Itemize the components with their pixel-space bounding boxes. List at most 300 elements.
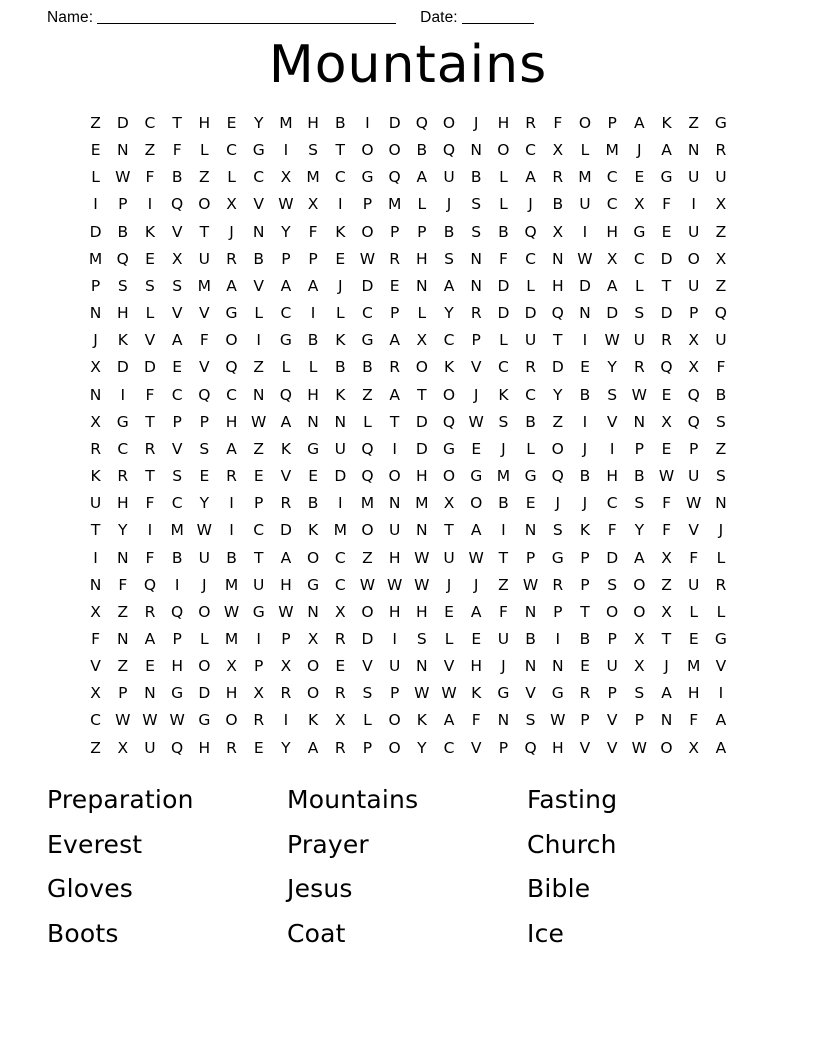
grid-cell[interactable]: X <box>307 195 319 214</box>
grid-cell[interactable]: O <box>361 521 374 540</box>
grid-cell[interactable]: X <box>661 548 672 567</box>
grid-cell[interactable]: O <box>198 657 211 676</box>
grid-cell[interactable]: W <box>359 575 376 594</box>
grid-cell[interactable]: G <box>714 629 727 648</box>
grid-cell[interactable]: N <box>470 249 483 268</box>
grid-cell[interactable]: C <box>253 521 265 540</box>
grid-cell[interactable]: C <box>633 249 645 268</box>
grid-cell[interactable]: S <box>199 439 210 458</box>
grid-cell[interactable]: D <box>361 276 374 295</box>
grid-cell[interactable]: N <box>307 412 319 431</box>
grid-cell[interactable]: X <box>634 195 645 214</box>
grid-cell[interactable]: Z <box>199 168 210 187</box>
grid-cell[interactable]: L <box>716 548 726 567</box>
grid-cell[interactable]: P <box>118 684 128 703</box>
grid-cell[interactable]: Z <box>253 439 265 458</box>
grid-cell[interactable]: Z <box>552 412 564 431</box>
grid-cell[interactable]: L <box>363 711 372 730</box>
grid-cell[interactable]: D <box>116 114 129 132</box>
grid-cell[interactable]: A <box>226 276 237 295</box>
grid-cell[interactable]: W <box>115 168 131 187</box>
grid-cell[interactable]: Z <box>90 114 101 132</box>
grid-cell[interactable]: S <box>607 385 618 404</box>
grid-cell[interactable]: D <box>497 276 510 295</box>
grid-cell[interactable]: F <box>689 711 699 730</box>
grid-cell[interactable]: F <box>662 494 671 513</box>
grid-cell[interactable]: D <box>415 439 428 458</box>
grid-cell[interactable]: N <box>89 575 102 594</box>
grid-cell[interactable]: Y <box>118 521 128 540</box>
grid-cell[interactable]: O <box>388 141 401 160</box>
grid-cell[interactable]: Q <box>143 575 157 594</box>
grid-cell[interactable]: N <box>144 684 156 703</box>
grid-cell[interactable]: N <box>416 657 428 676</box>
grid-cell[interactable]: S <box>498 412 509 431</box>
grid-cell[interactable]: H <box>497 114 510 132</box>
grid-cell[interactable]: L <box>145 304 155 323</box>
grid-cell[interactable]: M <box>224 575 239 594</box>
grid-cell[interactable]: G <box>198 711 211 730</box>
grid-cell[interactable]: T <box>661 629 672 648</box>
grid-cell[interactable]: P <box>580 711 590 730</box>
grid-cell[interactable]: S <box>308 141 319 160</box>
grid-cell[interactable]: A <box>525 168 536 187</box>
grid-cell[interactable]: Q <box>171 738 184 757</box>
grid-cell[interactable]: L <box>635 276 644 295</box>
grid-cell[interactable]: W <box>169 711 185 730</box>
grid-cell[interactable]: C <box>171 494 183 513</box>
grid-cell[interactable]: X <box>443 494 455 513</box>
grid-cell[interactable]: B <box>362 358 373 377</box>
grid-cell[interactable]: C <box>334 168 346 187</box>
grid-cell[interactable]: V <box>525 684 536 703</box>
grid-cell[interactable]: N <box>579 304 591 323</box>
grid-cell[interactable]: H <box>687 684 700 703</box>
grid-cell[interactable]: B <box>117 222 129 241</box>
grid-cell[interactable]: I <box>93 195 98 214</box>
grid-cell[interactable]: W <box>631 385 647 404</box>
grid-cell[interactable]: M <box>605 141 619 160</box>
grid-cell[interactable]: I <box>93 548 98 567</box>
grid-cell[interactable]: N <box>524 521 537 540</box>
grid-cell[interactable]: L <box>200 629 209 648</box>
grid-cell[interactable]: R <box>389 358 401 377</box>
grid-cell[interactable]: S <box>471 195 482 214</box>
grid-cell[interactable]: L <box>716 602 726 621</box>
grid-cell[interactable]: E <box>335 249 346 268</box>
grid-cell[interactable]: N <box>551 657 564 676</box>
grid-cell[interactable]: X <box>552 222 564 241</box>
grid-cell[interactable]: V <box>199 358 210 377</box>
grid-cell[interactable]: T <box>253 548 264 567</box>
grid-cell[interactable]: P <box>389 684 400 703</box>
grid-cell[interactable]: O <box>225 711 238 730</box>
grid-cell[interactable]: I <box>691 195 696 214</box>
grid-cell[interactable]: H <box>606 467 618 486</box>
grid-cell[interactable]: O <box>361 222 374 241</box>
grid-cell[interactable]: Z <box>90 738 101 757</box>
grid-cell[interactable]: L <box>335 304 345 323</box>
grid-cell[interactable]: O <box>306 657 320 676</box>
grid-cell[interactable]: Z <box>144 141 156 160</box>
grid-cell[interactable]: O <box>225 331 238 350</box>
grid-cell[interactable]: G <box>225 304 238 323</box>
grid-cell[interactable]: R <box>280 494 292 513</box>
grid-cell[interactable]: L <box>689 602 699 621</box>
grid-cell[interactable]: Z <box>362 385 373 404</box>
grid-cell[interactable]: F <box>91 629 101 648</box>
grid-cell[interactable]: P <box>580 548 590 567</box>
grid-cell[interactable]: V <box>606 412 618 431</box>
grid-cell[interactable]: X <box>688 358 700 377</box>
grid-cell[interactable]: P <box>118 195 128 214</box>
grid-cell[interactable]: E <box>525 494 536 513</box>
grid-cell[interactable]: N <box>524 657 537 676</box>
grid-cell[interactable]: M <box>578 168 592 187</box>
grid-cell[interactable]: V <box>606 711 618 730</box>
grid-cell[interactable]: N <box>116 548 129 567</box>
grid-cell[interactable]: E <box>172 358 183 377</box>
grid-cell[interactable]: P <box>254 494 264 513</box>
grid-cell[interactable]: Q <box>524 738 537 757</box>
grid-cell[interactable]: O <box>388 467 401 486</box>
grid-cell[interactable]: V <box>144 331 156 350</box>
grid-cell[interactable]: B <box>498 222 509 241</box>
grid-cell[interactable]: D <box>388 114 401 132</box>
grid-cell[interactable]: C <box>497 358 509 377</box>
grid-cell[interactable]: E <box>226 114 237 132</box>
grid-cell[interactable]: I <box>582 222 588 241</box>
grid-cell[interactable]: V <box>199 304 210 323</box>
grid-cell[interactable]: X <box>90 602 101 621</box>
grid-cell[interactable]: J <box>501 657 506 676</box>
grid-cell[interactable]: E <box>661 385 672 404</box>
grid-cell[interactable]: Q <box>524 222 537 241</box>
grid-cell[interactable]: E <box>661 222 672 241</box>
grid-cell[interactable]: K <box>335 385 346 404</box>
grid-cell[interactable]: P <box>254 657 264 676</box>
grid-cell[interactable]: S <box>444 249 454 268</box>
grid-cell[interactable]: U <box>688 168 700 187</box>
grid-cell[interactable]: F <box>308 222 318 241</box>
grid-cell[interactable]: Q <box>225 358 238 377</box>
grid-cell[interactable]: C <box>90 711 101 730</box>
grid-cell[interactable]: I <box>256 331 261 350</box>
grid-cell[interactable]: F <box>607 521 617 540</box>
grid-cell[interactable]: J <box>473 575 479 594</box>
grid-cell[interactable]: Y <box>281 738 291 757</box>
grid-cell[interactable]: F <box>498 602 508 621</box>
grid-cell[interactable]: W <box>658 467 675 486</box>
grid-cell[interactable]: X <box>634 629 645 648</box>
grid-cell[interactable]: P <box>362 738 373 757</box>
grid-cell[interactable]: H <box>116 304 129 323</box>
grid-cell[interactable]: S <box>552 521 563 540</box>
grid-cell[interactable]: X <box>90 358 101 377</box>
grid-cell[interactable]: U <box>579 195 591 214</box>
grid-cell[interactable]: R <box>334 629 346 648</box>
grid-cell[interactable]: O <box>442 467 456 486</box>
date-write-line[interactable] <box>462 23 534 24</box>
grid-cell[interactable]: C <box>171 385 183 404</box>
grid-cell[interactable]: E <box>444 602 454 621</box>
grid-cell[interactable]: F <box>145 168 155 187</box>
grid-cell[interactable]: Z <box>117 657 129 676</box>
grid-cell[interactable]: K <box>117 331 128 350</box>
grid-cell[interactable]: G <box>660 168 673 187</box>
grid-cell[interactable]: Q <box>279 385 292 404</box>
grid-cell[interactable]: H <box>307 385 319 404</box>
grid-cell[interactable]: X <box>90 412 101 431</box>
grid-cell[interactable]: X <box>90 684 101 703</box>
grid-cell[interactable]: X <box>117 738 129 757</box>
grid-cell[interactable]: G <box>361 331 374 350</box>
grid-cell[interactable]: J <box>446 195 452 214</box>
grid-cell[interactable]: I <box>582 331 588 350</box>
grid-cell[interactable]: A <box>715 738 727 757</box>
grid-cell[interactable]: I <box>310 304 316 323</box>
grid-cell[interactable]: U <box>688 467 700 486</box>
grid-cell[interactable]: C <box>606 195 618 214</box>
grid-cell[interactable]: J <box>501 439 506 458</box>
grid-cell[interactable]: L <box>499 331 508 350</box>
grid-cell[interactable]: C <box>226 385 237 404</box>
grid-cell[interactable]: H <box>470 657 483 676</box>
grid-cell[interactable]: K <box>308 521 319 540</box>
grid-cell[interactable]: Q <box>361 439 374 458</box>
grid-cell[interactable]: H <box>225 684 238 703</box>
grid-cell[interactable]: F <box>689 548 699 567</box>
grid-cell[interactable]: T <box>444 521 454 540</box>
grid-cell[interactable]: R <box>117 467 129 486</box>
grid-cell[interactable]: U <box>524 331 537 350</box>
grid-cell[interactable]: T <box>199 222 210 241</box>
grid-cell[interactable]: M <box>88 249 103 268</box>
grid-cell[interactable]: O <box>198 602 211 621</box>
grid-cell[interactable]: Z <box>715 439 727 458</box>
grid-cell[interactable]: Z <box>661 575 672 594</box>
grid-cell[interactable]: L <box>444 629 454 648</box>
grid-cell[interactable]: M <box>415 494 429 513</box>
grid-cell[interactable]: F <box>145 494 155 513</box>
grid-cell[interactable]: S <box>145 276 155 295</box>
grid-cell[interactable]: J <box>637 141 642 160</box>
grid-cell[interactable]: U <box>253 575 265 594</box>
grid-cell[interactable]: X <box>416 331 428 350</box>
grid-cell[interactable]: B <box>307 331 319 350</box>
grid-cell[interactable]: D <box>551 358 564 377</box>
grid-cell[interactable]: R <box>552 168 564 187</box>
grid-cell[interactable]: C <box>525 141 536 160</box>
grid-cell[interactable]: V <box>171 439 183 458</box>
grid-cell[interactable]: J <box>473 114 479 132</box>
grid-cell[interactable]: J <box>202 575 207 594</box>
grid-cell[interactable]: B <box>171 548 183 567</box>
grid-cell[interactable]: E <box>688 629 699 648</box>
grid-cell[interactable]: V <box>715 657 727 676</box>
grid-cell[interactable]: O <box>578 114 592 132</box>
grid-cell[interactable]: O <box>687 249 700 268</box>
grid-cell[interactable]: H <box>225 412 238 431</box>
grid-cell[interactable]: B <box>334 358 346 377</box>
grid-cell[interactable]: F <box>199 331 209 350</box>
grid-cell[interactable]: K <box>335 222 346 241</box>
grid-cell[interactable]: B <box>552 195 564 214</box>
grid-cell[interactable]: R <box>715 141 727 160</box>
grid-cell[interactable]: P <box>498 738 509 757</box>
grid-cell[interactable]: D <box>361 629 374 648</box>
grid-cell[interactable]: F <box>498 249 508 268</box>
grid-cell[interactable]: G <box>171 684 184 703</box>
grid-cell[interactable]: O <box>306 684 320 703</box>
grid-cell[interactable]: U <box>443 548 455 567</box>
grid-cell[interactable]: I <box>147 195 153 214</box>
grid-cell[interactable]: Q <box>388 168 401 187</box>
grid-cell[interactable]: Y <box>553 385 563 404</box>
grid-cell[interactable]: D <box>116 358 129 377</box>
grid-cell[interactable]: S <box>471 222 482 241</box>
grid-cell[interactable]: L <box>526 439 535 458</box>
grid-cell[interactable]: N <box>89 304 102 323</box>
grid-cell[interactable]: A <box>389 331 400 350</box>
grid-cell[interactable]: R <box>552 575 564 594</box>
grid-cell[interactable]: R <box>633 358 645 377</box>
grid-cell[interactable]: U <box>497 629 510 648</box>
grid-cell[interactable]: A <box>634 548 645 567</box>
grid-cell[interactable]: S <box>634 304 645 323</box>
grid-cell[interactable]: W <box>604 331 620 350</box>
grid-cell[interactable]: P <box>553 602 563 621</box>
grid-cell[interactable]: M <box>360 494 375 513</box>
grid-cell[interactable]: Y <box>444 304 454 323</box>
name-write-line[interactable] <box>97 23 396 24</box>
grid-cell[interactable]: B <box>498 494 509 513</box>
grid-cell[interactable]: Q <box>687 412 700 431</box>
grid-cell[interactable]: G <box>116 412 129 431</box>
grid-cell[interactable]: C <box>280 304 292 323</box>
grid-cell[interactable]: B <box>307 494 319 513</box>
grid-cell[interactable]: V <box>443 657 455 676</box>
grid-cell[interactable]: W <box>631 738 647 757</box>
grid-cell[interactable]: A <box>443 276 455 295</box>
grid-cell[interactable]: O <box>633 575 646 594</box>
grid-cell[interactable]: W <box>468 412 484 431</box>
grid-cell[interactable]: U <box>443 168 455 187</box>
grid-cell[interactable]: N <box>524 602 537 621</box>
grid-cell[interactable]: N <box>470 276 483 295</box>
grid-cell[interactable]: Y <box>281 222 291 241</box>
grid-cell[interactable]: H <box>416 467 428 486</box>
grid-cell[interactable]: I <box>501 521 506 540</box>
grid-cell[interactable]: B <box>443 222 455 241</box>
grid-cell[interactable]: D <box>279 521 292 540</box>
grid-cell[interactable]: N <box>89 385 102 404</box>
grid-cell[interactable]: X <box>226 195 237 214</box>
grid-cell[interactable]: J <box>337 276 343 295</box>
grid-cell[interactable]: G <box>551 548 564 567</box>
grid-cell[interactable]: V <box>280 467 292 486</box>
grid-cell[interactable]: P <box>689 439 699 458</box>
grid-cell[interactable]: V <box>606 738 618 757</box>
grid-cell[interactable]: W <box>251 412 267 431</box>
grid-cell[interactable]: A <box>606 276 618 295</box>
grid-cell[interactable]: S <box>172 467 183 486</box>
grid-cell[interactable]: M <box>687 657 701 676</box>
grid-cell[interactable]: A <box>280 276 292 295</box>
grid-cell[interactable]: I <box>718 684 724 703</box>
grid-cell[interactable]: O <box>361 602 374 621</box>
grid-cell[interactable]: D <box>144 358 156 377</box>
grid-cell[interactable]: X <box>715 249 727 268</box>
grid-cell[interactable]: V <box>579 738 591 757</box>
grid-cell[interactable]: U <box>144 738 156 757</box>
grid-cell[interactable]: M <box>306 168 320 187</box>
grid-cell[interactable]: H <box>280 575 292 594</box>
grid-cell[interactable]: T <box>661 276 672 295</box>
grid-cell[interactable]: C <box>606 168 618 187</box>
grid-cell[interactable]: R <box>226 467 237 486</box>
grid-cell[interactable]: B <box>579 467 591 486</box>
grid-cell[interactable]: K <box>335 331 346 350</box>
grid-cell[interactable]: Q <box>551 304 564 323</box>
grid-cell[interactable]: T <box>90 521 101 540</box>
grid-cell[interactable]: S <box>715 467 726 486</box>
grid-cell[interactable]: O <box>551 439 564 458</box>
grid-cell[interactable]: U <box>334 439 346 458</box>
grid-cell[interactable]: A <box>171 331 183 350</box>
grid-cell[interactable]: D <box>660 249 673 268</box>
grid-cell[interactable]: T <box>335 141 346 160</box>
grid-cell[interactable]: U <box>606 657 618 676</box>
grid-cell[interactable]: F <box>118 575 128 594</box>
grid-cell[interactable]: T <box>145 467 155 486</box>
grid-cell[interactable]: R <box>144 439 156 458</box>
grid-cell[interactable]: C <box>334 575 346 594</box>
grid-cell[interactable]: E <box>580 657 590 676</box>
grid-cell[interactable]: M <box>197 276 212 295</box>
grid-cell[interactable]: E <box>199 467 210 486</box>
grid-cell[interactable]: U <box>688 575 700 594</box>
grid-cell[interactable]: R <box>334 738 346 757</box>
grid-cell[interactable]: K <box>144 222 156 241</box>
grid-cell[interactable]: T <box>389 412 400 431</box>
grid-cell[interactable]: W <box>414 575 430 594</box>
grid-cell[interactable]: X <box>688 331 700 350</box>
grid-cell[interactable]: D <box>660 304 673 323</box>
grid-cell[interactable]: W <box>278 602 294 621</box>
grid-cell[interactable]: V <box>90 657 101 676</box>
grid-cell[interactable]: X <box>552 141 564 160</box>
grid-cell[interactable]: Q <box>171 602 184 621</box>
grid-cell[interactable]: P <box>90 276 101 295</box>
grid-cell[interactable]: H <box>307 114 319 132</box>
grid-cell[interactable]: B <box>253 249 265 268</box>
grid-cell[interactable]: X <box>334 711 346 730</box>
grid-cell[interactable]: R <box>525 114 536 132</box>
grid-cell[interactable]: W <box>359 249 376 268</box>
grid-cell[interactable]: F <box>172 141 182 160</box>
grid-cell[interactable]: T <box>580 602 590 621</box>
grid-cell[interactable]: O <box>198 195 211 214</box>
grid-cell[interactable]: G <box>470 467 483 486</box>
grid-cell[interactable]: I <box>283 141 289 160</box>
grid-cell[interactable]: O <box>361 141 374 160</box>
grid-cell[interactable]: D <box>524 304 537 323</box>
grid-cell[interactable]: P <box>607 629 617 648</box>
grid-cell[interactable]: V <box>470 738 482 757</box>
grid-cell[interactable]: R <box>389 249 401 268</box>
grid-cell[interactable]: V <box>171 304 183 323</box>
